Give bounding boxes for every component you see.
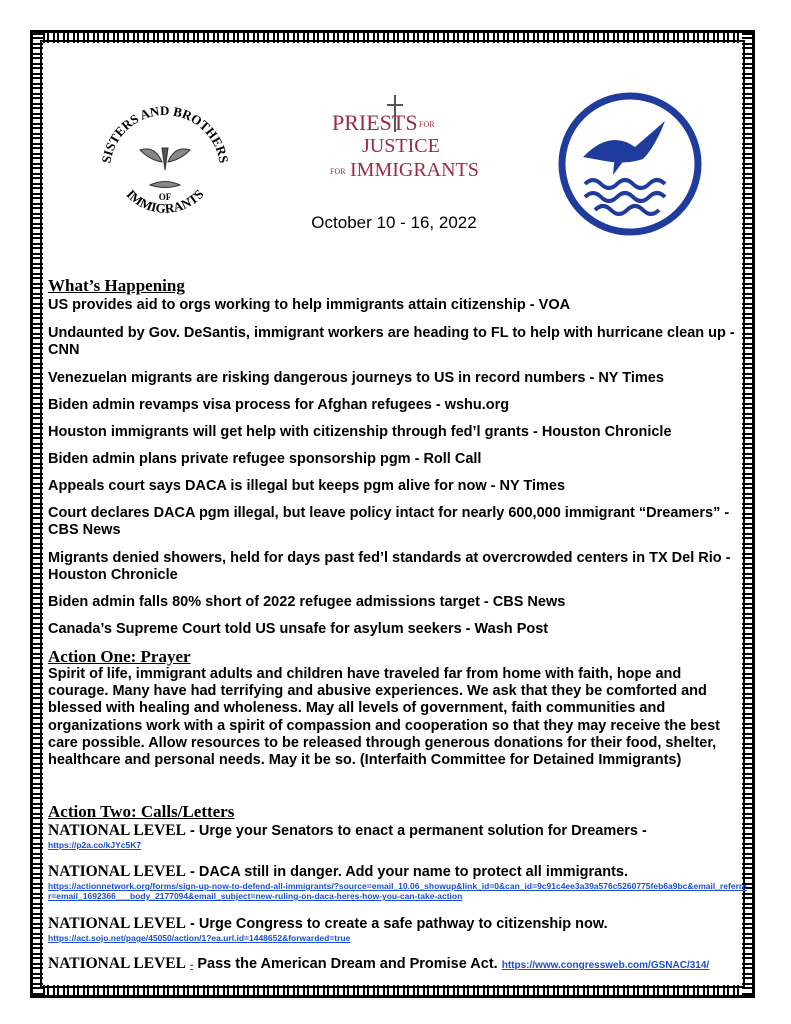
news-item[interactable]: Undaunted by Gov. DeSantis, immigrant workers are heading to FL to help with hurricane clean up - CNN (48, 325, 735, 358)
call-text: - Urge Congress to create a safe pathway to citizenship now. (185, 916, 608, 932)
justice-text: JUSTICE (362, 135, 440, 157)
call-link[interactable]: https://actionnetwork.org/forms/sign-up-now-to-defend-all-immigrants/?source=email_10.06_showup&link_id=0&can_id=9c91c4ee3a39a576c5260775feb6a9bc&email_referrer=email_1692366___body_2177094&email_subject=new-ruling-on-daca-heres-how-you-can-take-action (48, 881, 747, 901)
call-text: Pass the American Dream and Promise Act. (193, 956, 498, 972)
call-text: - DACA still in danger. Add your name to protect all immigrants. (185, 864, 629, 880)
logo-bottom-text: IMMIGRANTS (123, 186, 207, 216)
logo-of-text: OF (158, 192, 172, 202)
logo-top-text: SISTERS AND BROTHERS (98, 102, 232, 165)
call-level: NATIONAL LEVEL (48, 915, 186, 932)
priests-justice-logo (307, 90, 487, 220)
whats-happening-heading: What’s Happening (48, 276, 185, 295)
call-level: NATIONAL LEVEL (48, 822, 186, 839)
action-two-heading: Action Two: Calls/Letters (48, 802, 235, 821)
news-item[interactable]: Canada’s Supreme Court told US unsafe for asylum seekers - Wash Post (48, 621, 549, 637)
news-item[interactable]: Migrants denied showers, held for days past fed’l standards at overcrowded centers in TX Del Rio - Houston Chronicle (48, 550, 731, 583)
call-link[interactable]: https://p2a.co/kJYc5K7 (48, 840, 142, 850)
call-level: NATIONAL LEVEL (48, 863, 186, 880)
action-one-heading: Action One: Prayer (48, 647, 191, 666)
news-item[interactable]: Biden admin falls 80% short of 2022 refugee admissions target - CBS News (48, 594, 566, 610)
news-item[interactable]: Biden admin revamps visa process for Afghan refugees - wshu.org (48, 397, 510, 413)
call-link[interactable]: https://www.congressweb.com/GSNAC/314/ (501, 960, 710, 971)
call-item (48, 955, 748, 974)
for-text-1: FOR (419, 120, 435, 129)
news-item[interactable]: Biden admin plans private refugee sponsorship pgm - Roll Call (48, 451, 482, 467)
news-item[interactable]: Houston immigrants will get help with citizenship through fed’l grants - Houston Chronicle (48, 424, 672, 440)
hands-icon (140, 148, 190, 188)
news-item[interactable]: US provides aid to orgs working to help immigrants attain citizenship - VOA (48, 297, 571, 313)
call-item (48, 822, 748, 850)
call-item (48, 863, 748, 901)
news-item[interactable]: Appeals court says DACA is illegal but keeps pgm alive for now - NY Times (48, 478, 566, 494)
immigrants-text: IMMIGRANTS (350, 159, 479, 181)
date-range: October 10 - 16, 2022 (311, 213, 477, 232)
priests-text: PRIESTS (332, 110, 418, 135)
call-link[interactable]: https://act.sojo.net/page/45050/action/1?ea.url.id=1448652&forwarded=true (48, 933, 351, 943)
dash-link[interactable]: - (190, 960, 194, 971)
prayer-text: Spirit of life, immigrant adults and children have traveled far from home with faith, hope and courage. Many have had terrifying and abusive experiences. We ask that they be comforted and blessed with healing and wholeness. May all levels of government, faith communities and organizations work with a spirit of compassion and cooperation so that they may receive the best care possible. Allow resources to be released through generous donations for their food, shelter, healthcare and personal needs. May it be so. (Interfaith Committee for Detained Immigrants) (48, 666, 720, 769)
news-item[interactable]: Court declares DACA pgm illegal, but leave policy intact for nearly 600,000 immigrant “Dreamers” - CBS News (48, 505, 730, 538)
news-item[interactable]: Venezuelan migrants are risking dangerous journeys to US in record numbers - NY Times (48, 370, 664, 386)
call-text: - Urge your Senators to enact a permanent solution for Dreamers - (185, 823, 647, 839)
call-level: NATIONAL LEVEL (48, 955, 186, 972)
call-item (48, 915, 748, 943)
for-text-2: FOR (330, 167, 346, 176)
